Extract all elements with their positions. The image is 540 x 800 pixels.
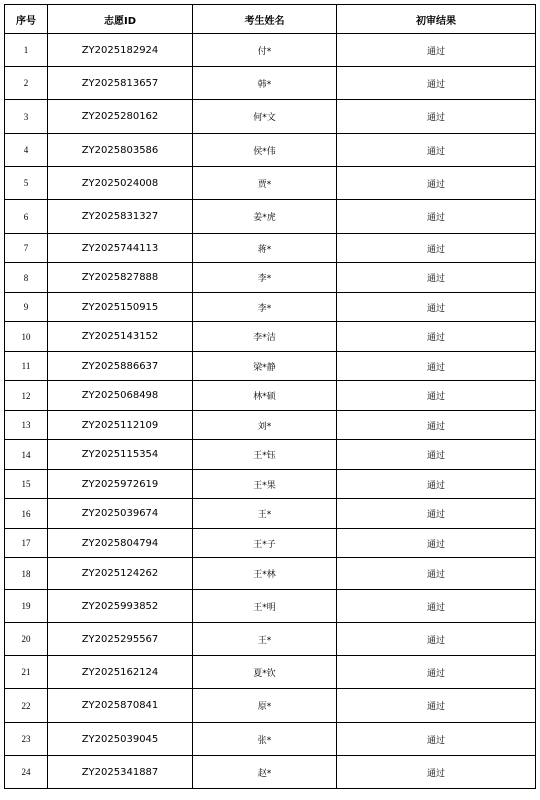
cell-no: 17 (5, 529, 48, 558)
cell-name: 夏*钦 (193, 656, 337, 689)
cell-id: ZY2025803586 (48, 134, 193, 167)
table-row (5, 470, 536, 499)
cell-id: ZY2025341887 (48, 756, 193, 789)
table-row (5, 558, 536, 590)
cell-no: 10 (5, 322, 48, 352)
cell-id: ZY2025039045 (48, 723, 193, 756)
cell-no: 13 (5, 411, 48, 440)
cell-id: ZY2025831327 (48, 200, 193, 234)
table-row (5, 322, 536, 352)
cell-result: 通过 (337, 623, 536, 656)
cell-id: ZY2025115354 (48, 440, 193, 470)
cell-no: 18 (5, 558, 48, 590)
table-row (5, 411, 536, 440)
cell-id: ZY2025112109 (48, 411, 193, 440)
cell-id: ZY2025827888 (48, 263, 193, 293)
cell-no: 9 (5, 293, 48, 322)
cell-result: 通过 (337, 411, 536, 440)
cell-id: ZY2025068498 (48, 381, 193, 411)
cell-id: ZY2025280162 (48, 100, 193, 134)
cell-id: ZY2025024008 (48, 167, 193, 200)
cell-result: 通过 (337, 656, 536, 689)
cell-id: ZY2025143152 (48, 322, 193, 352)
table-row (5, 200, 536, 234)
cell-no: 1 (5, 34, 48, 67)
cell-no: 12 (5, 381, 48, 411)
table-body (5, 34, 536, 789)
cell-id: ZY2025813657 (48, 67, 193, 100)
cell-name: 王*钰 (193, 440, 337, 470)
table-row (5, 590, 536, 623)
cell-result: 通过 (337, 529, 536, 558)
table-header (5, 5, 536, 34)
cell-result: 通过 (337, 234, 536, 263)
cell-no: 24 (5, 756, 48, 789)
table-row (5, 352, 536, 381)
cell-result: 通过 (337, 440, 536, 470)
cell-id: ZY2025972619 (48, 470, 193, 499)
cell-result: 通过 (337, 322, 536, 352)
header-row (5, 5, 536, 34)
cell-name: 梁*静 (193, 352, 337, 381)
cell-id: ZY2025162124 (48, 656, 193, 689)
cell-result: 通过 (337, 200, 536, 234)
cell-no: 23 (5, 723, 48, 756)
cell-id: ZY2025886637 (48, 352, 193, 381)
cell-result: 通过 (337, 470, 536, 499)
cell-id: ZY2025804794 (48, 529, 193, 558)
cell-result: 通过 (337, 134, 536, 167)
cell-result: 通过 (337, 723, 536, 756)
table-row (5, 100, 536, 134)
cell-id: ZY2025744113 (48, 234, 193, 263)
table-row (5, 167, 536, 200)
table-row (5, 263, 536, 293)
cell-result: 通过 (337, 689, 536, 723)
cell-no: 21 (5, 656, 48, 689)
table-row (5, 381, 536, 411)
cell-no: 4 (5, 134, 48, 167)
cell-name: 王* (193, 499, 337, 529)
table-row (5, 723, 536, 756)
cell-id: ZY2025993852 (48, 590, 193, 623)
cell-name: 贾* (193, 167, 337, 200)
cell-result: 通过 (337, 381, 536, 411)
cell-no: 22 (5, 689, 48, 723)
cell-name: 刘* (193, 411, 337, 440)
table-row (5, 293, 536, 322)
cell-no: 14 (5, 440, 48, 470)
cell-name: 李*洁 (193, 322, 337, 352)
table-row (5, 529, 536, 558)
cell-name: 王*林 (193, 558, 337, 590)
cell-name: 张* (193, 723, 337, 756)
cell-name: 王*子 (193, 529, 337, 558)
header-id: 志愿ID (48, 5, 193, 34)
table-row (5, 756, 536, 789)
cell-name: 王*明 (193, 590, 337, 623)
cell-name: 赵* (193, 756, 337, 789)
cell-name: 王*果 (193, 470, 337, 499)
table-row (5, 623, 536, 656)
cell-id: ZY2025295567 (48, 623, 193, 656)
cell-result: 通过 (337, 590, 536, 623)
cell-no: 5 (5, 167, 48, 200)
table-row (5, 234, 536, 263)
cell-result: 通过 (337, 67, 536, 100)
table-row (5, 134, 536, 167)
cell-id: ZY2025182924 (48, 34, 193, 67)
cell-no: 19 (5, 590, 48, 623)
cell-id: ZY2025124262 (48, 558, 193, 590)
header-no: 序号 (5, 5, 48, 34)
cell-no: 16 (5, 499, 48, 529)
cell-result: 通过 (337, 558, 536, 590)
cell-no: 15 (5, 470, 48, 499)
cell-result: 通过 (337, 263, 536, 293)
table-row (5, 499, 536, 529)
cell-result: 通过 (337, 100, 536, 134)
cell-no: 7 (5, 234, 48, 263)
table-row (5, 689, 536, 723)
cell-name: 何*文 (193, 100, 337, 134)
cell-result: 通过 (337, 756, 536, 789)
table-row (5, 67, 536, 100)
cell-no: 3 (5, 100, 48, 134)
cell-name: 李* (193, 293, 337, 322)
cell-no: 2 (5, 67, 48, 100)
cell-result: 通过 (337, 34, 536, 67)
cell-name: 蒋* (193, 234, 337, 263)
table-row (5, 440, 536, 470)
cell-result: 通过 (337, 499, 536, 529)
header-result: 初审结果 (337, 5, 536, 34)
cell-id: ZY2025150915 (48, 293, 193, 322)
cell-name: 王* (193, 623, 337, 656)
cell-name: 林*硕 (193, 381, 337, 411)
cell-result: 通过 (337, 352, 536, 381)
cell-name: 姜*虎 (193, 200, 337, 234)
cell-no: 20 (5, 623, 48, 656)
cell-result: 通过 (337, 167, 536, 200)
cell-result: 通过 (337, 293, 536, 322)
cell-id: ZY2025039674 (48, 499, 193, 529)
table-row (5, 34, 536, 67)
cell-name: 付* (193, 34, 337, 67)
cell-no: 8 (5, 263, 48, 293)
cell-no: 6 (5, 200, 48, 234)
cell-no: 11 (5, 352, 48, 381)
cell-name: 李* (193, 263, 337, 293)
cell-name: 韩* (193, 67, 337, 100)
table-row (5, 656, 536, 689)
cell-name: 侯*伟 (193, 134, 337, 167)
cell-name: 原* (193, 689, 337, 723)
header-name: 考生姓名 (193, 5, 337, 34)
cell-id: ZY2025870841 (48, 689, 193, 723)
review-results-table (4, 4, 536, 789)
